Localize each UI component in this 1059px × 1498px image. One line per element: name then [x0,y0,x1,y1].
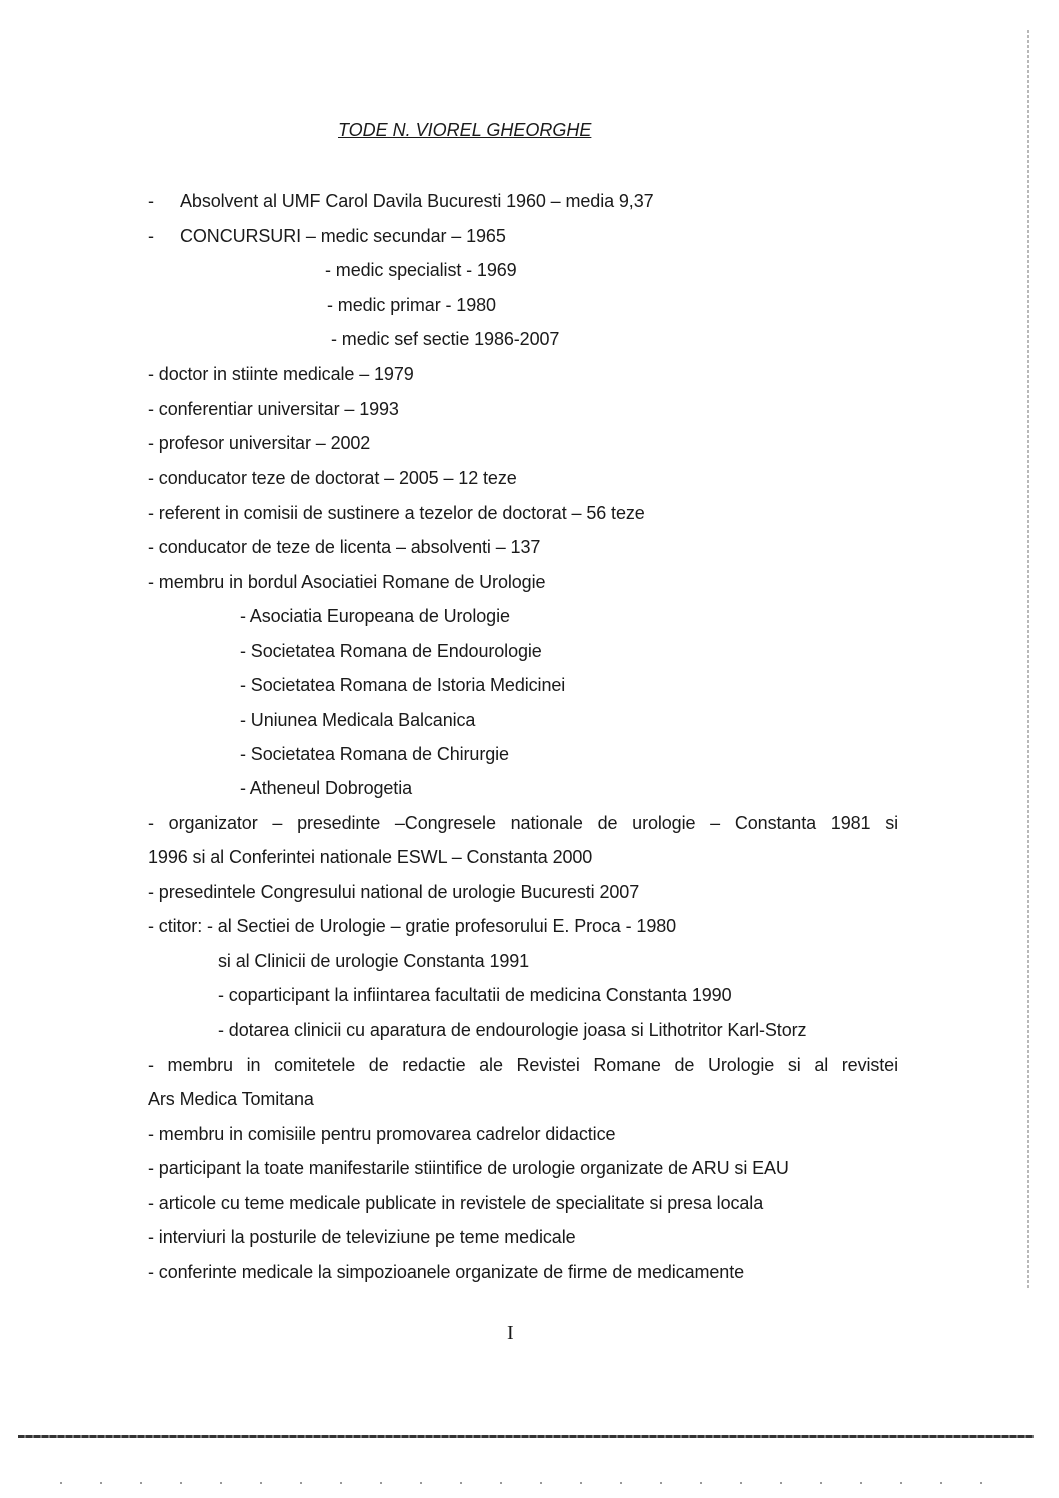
list-item: 1996 si al Conferintei nationale ESWL – Constanta 2000 [148,847,593,867]
list-item: - Societatea Romana de Istoria Medicinei [240,675,566,695]
list-item: - ctitor: - al Sectiei de Urologie – gratie profesorului E. Proca - 1980 [148,916,677,936]
list-item: - membru in comisiile pentru promovarea cadrelor didactice [148,1124,616,1144]
list-item: - profesor universitar – 2002 [148,433,371,453]
list-item: - articole cu teme medicale publicate in revistele de specialitate si presa locala [148,1193,764,1213]
list-item: - conducator teze de doctorat – 2005 – 12 teze [148,468,517,488]
list-item: - organizator – presedinte –Congresele nationale de urologie – Constanta 1981 si [148,813,898,833]
list-item: - referent in comisii de sustinere a tezelor de doctorat – 56 teze [148,503,645,523]
list-item: - membru in comitetele de redactie ale Revistei Romane de Urologie si al revistei [148,1055,898,1075]
bullet: - [148,226,154,246]
list-item: - participant la toate manifestarile stiintifice de urologie organizate de ARU si EAU [148,1158,789,1178]
list-item: - Societatea Romana de Endourologie [240,641,542,661]
list-item: - Asociatia Europeana de Urologie [240,606,510,626]
list-item: - membru in bordul Asociatiei Romane de Urologie [148,572,546,592]
bullet: - [148,191,154,211]
list-item: - medic specialist - 1969 [325,260,517,280]
list-item: - conducator de teze de licenta – absolventi – 137 [148,537,541,557]
list-item: - medic primar - 1980 [327,295,496,315]
document-title: TODE N. VIOREL GHEORGHE [338,120,592,140]
page-number: I [507,1322,514,1344]
list-item: - coparticipant la infiintarea facultatii de medicina Constanta 1990 [218,985,732,1005]
list-item: CONCURSURI – medic secundar – 1965 [180,226,506,246]
list-item: - conferinte medicale la simpozioanele organizate de firme de medicamente [148,1262,745,1282]
list-item: Absolvent al UMF Carol Davila Bucuresti 1960 – media 9,37 [180,191,654,211]
list-item: - dotarea clinicii cu aparatura de endourologie joasa si Lithotritor Karl-Storz [218,1020,807,1040]
list-item: - Atheneul Dobrogetia [240,778,413,798]
list-item: si al Clinicii de urologie Constanta 1991 [218,951,530,971]
list-item: - presedintele Congresului national de urologie Bucuresti 2007 [148,882,640,902]
scan-noise [60,1482,1019,1484]
scan-edge-artifact [1027,30,1029,1290]
list-item: - Uniunea Medicala Balcanica [240,710,476,730]
list-item: - doctor in stiinte medicale – 1979 [148,364,414,384]
list-item: - conferentiar universitar – 1993 [148,399,399,419]
scan-bottom-border [18,1435,1034,1438]
list-item: - Societatea Romana de Chirurgie [240,744,509,764]
list-item: - interviuri la posturile de televiziune pe teme medicale [148,1227,576,1247]
list-item: Ars Medica Tomitana [148,1089,314,1109]
list-item: - medic sef sectie 1986-2007 [331,329,560,349]
